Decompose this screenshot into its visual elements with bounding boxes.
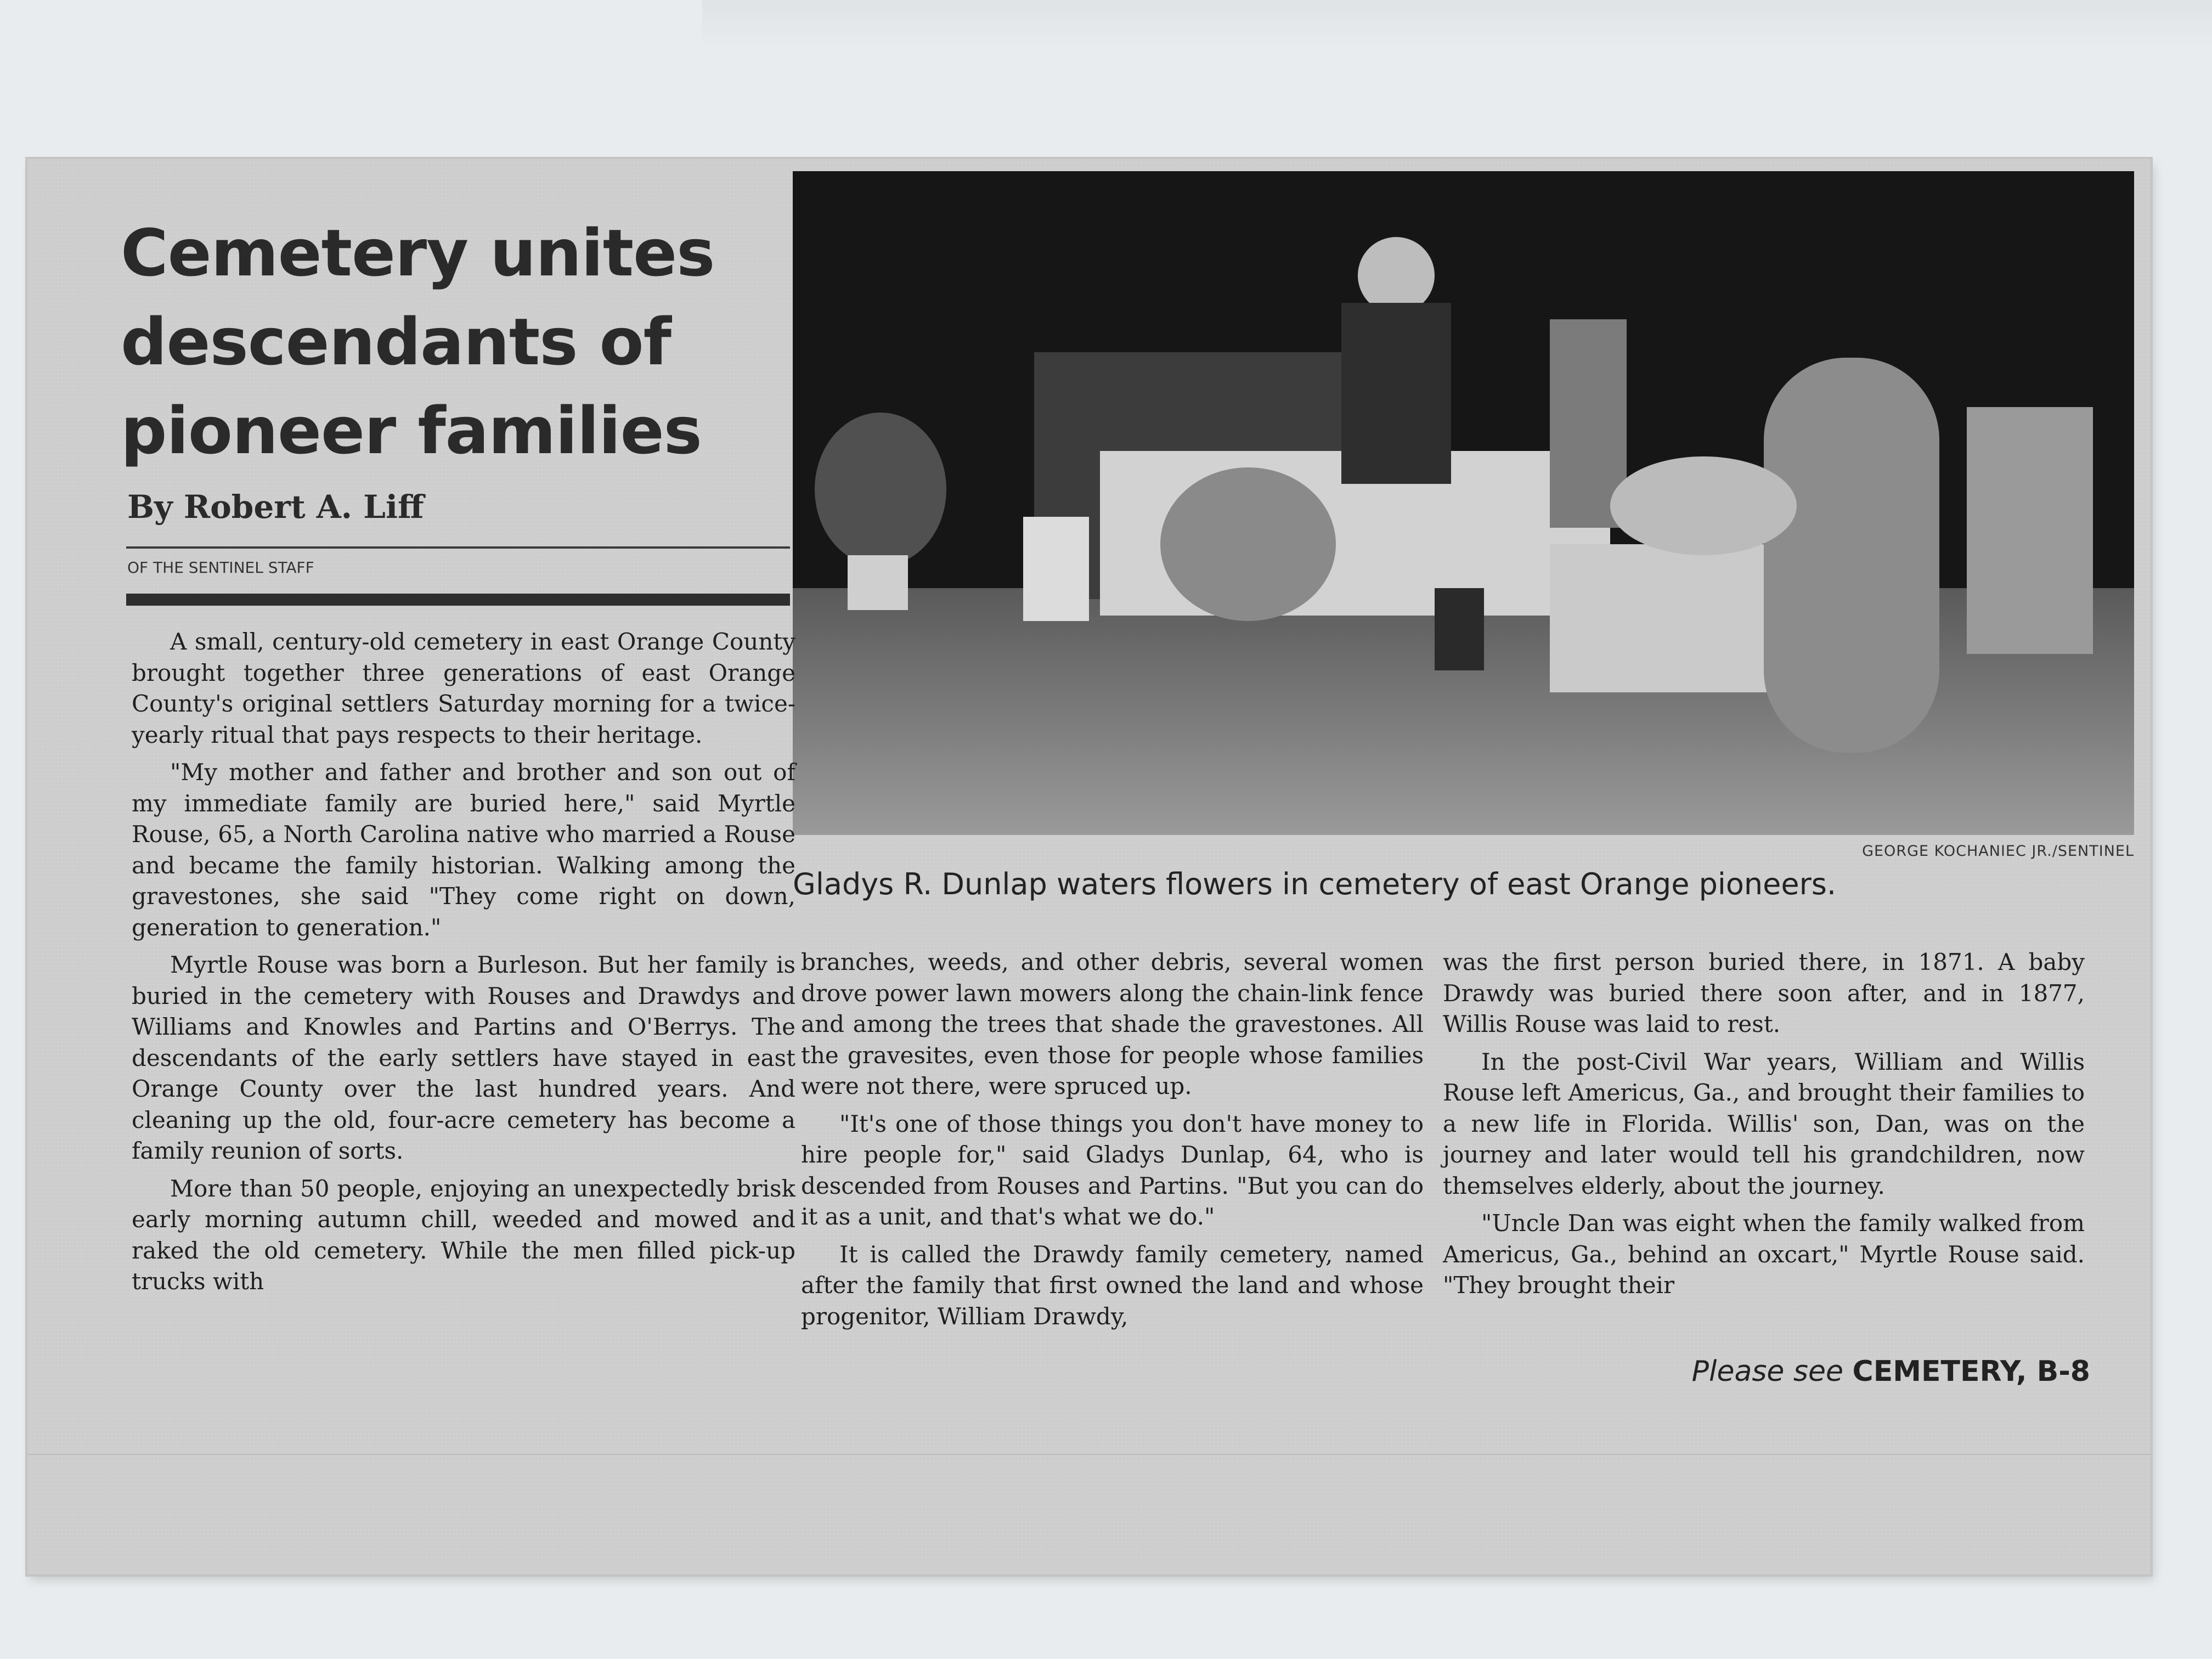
divider-bottom — [27, 1454, 2151, 1455]
jump-please: Please see — [1691, 1355, 1844, 1388]
paragraph: "My mother and father and brother and son out of my immediate family are buried here," said Myrtle Rouse, 65, a North Carolina native who married a Rouse and became the family historian. Walking among the gravestones, she said "They come right on down, generation to generation." — [132, 759, 795, 941]
article-column-2 — [801, 947, 1424, 1339]
photo-image — [793, 171, 2134, 835]
article-column-1 — [132, 627, 795, 1304]
cemetery-photo — [793, 171, 2134, 835]
newspaper-clipping — [27, 159, 2151, 1575]
paragraph: In the post-Civil War years, William and Willis Rouse left Americus, Ga., and brought their families to a new life in Florida. Willis' son, Dan, was on the journey and later would tell his grandchildren, now themselves elderly, about the journey. — [1443, 1048, 2085, 1199]
background-shadow — [702, 0, 2212, 49]
byline: By Robert A. Liff — [127, 488, 424, 526]
divider — [126, 546, 790, 549]
paragraph: branches, weeds, and other debris, several women drove power lawn mowers along the chain-link fence and among the trees that shade the gravestones. All the gravesites, even those for people whose families were not there, were spruced up. — [801, 949, 1424, 1099]
paragraph: It is called the Drawdy family cemetery, named after the family that first owned the land and whose progenitor, William Drawdy, — [801, 1240, 1424, 1330]
jump-target: CEMETERY, B-8 — [1852, 1355, 2090, 1388]
paragraph: was the first person buried there, in 1871. A baby Drawdy was buried there soon after, and in 1877, Willis Rouse was laid to rest. — [1443, 949, 2085, 1037]
paragraph: Myrtle Rouse was born a Burleson. But her family is buried in the cemetery with Rouses and Drawdys and Williams and Knowles and Partins and O'Berrys. The descendants of the early settlers have stayed in east Orange County over the last hundred years. And cleaning up the old, four-acre cemetery has become a family reunion of sorts. — [132, 951, 795, 1164]
paragraph: More than 50 people, enjoying an unexpectedly brisk early morning autumn chill, weeded and mowed and raked the old cemetery. While the men filled pick-up trucks with — [132, 1175, 795, 1295]
divider-thick — [126, 594, 790, 606]
photo-caption: Gladys R. Dunlap waters flowers in cemetery of east Orange pioneers. — [793, 867, 1837, 901]
paragraph: A small, century-old cemetery in east Orange County brought together three generations of east Orange County's original settlers Saturday morning for a twice-yearly ritual that pays respects to their heritage. — [132, 628, 795, 748]
headline: Cemetery unites descendants of pioneer families — [121, 215, 715, 469]
paragraph: "Uncle Dan was eight when the family walked from Americus, Ga., behind an oxcart," Myrtle Rouse said. "They brought their — [1443, 1210, 2085, 1299]
paragraph: "It's one of those things you don't have money to hire people for," said Gladys Dunlap, 64, who is descended from Rouses and Partins. "But you can do it as a unit, and that's what we do." — [801, 1110, 1424, 1230]
article-column-3 — [1443, 947, 2085, 1308]
photo-credit: GEORGE KOCHANIEC JR./SENTINEL — [1862, 843, 2134, 860]
jump-line — [1618, 1355, 2090, 1388]
staff-line: OF THE SENTINEL STAFF — [127, 558, 314, 577]
